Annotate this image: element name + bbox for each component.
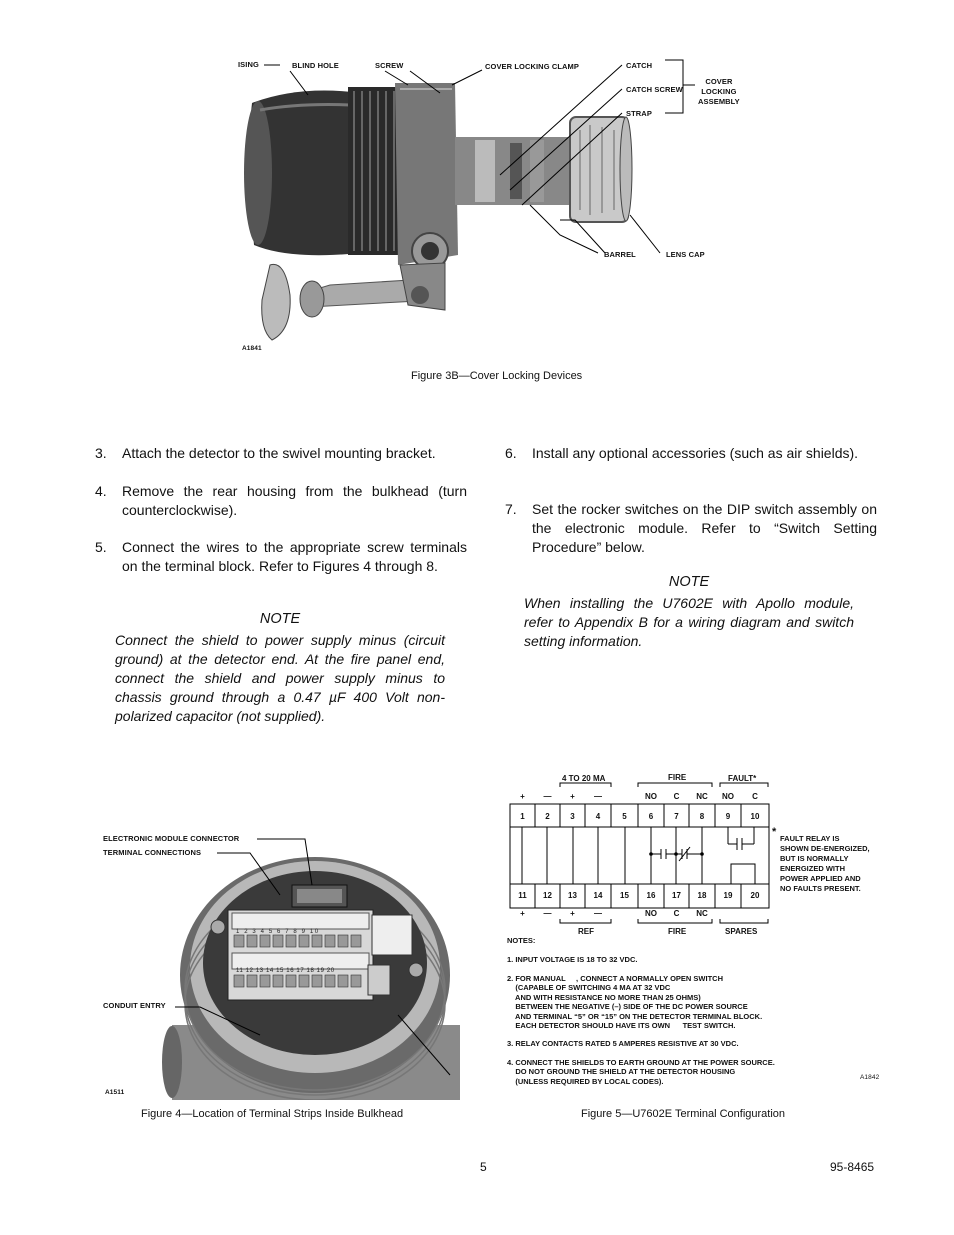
- bottom-sign-13: +: [570, 909, 575, 918]
- bottom-sign-12: —: [543, 909, 552, 918]
- figure-caption: Figure 3B—Cover Locking Devices: [411, 370, 583, 382]
- note-4: 4. CONNECT THE SHIELDS TO EARTH GROUND AT THE POWER SOURCE. DO NOT GROUND THE SHIELD AT THE DETECTOR HOUSING (UNLESS REQUIRED BY LOCAL CODES).: [507, 1058, 775, 1086]
- top-sign-1: +: [520, 792, 525, 801]
- step-number: 4.: [95, 483, 107, 499]
- label-lens-cap: LENS CAP: [666, 250, 705, 259]
- bottom-sign-11: +: [520, 909, 525, 918]
- step-text: Attach the detector to the swivel mounting bracket.: [122, 445, 436, 461]
- group-fire-top: FIRE: [668, 773, 687, 782]
- terminal-10: 10: [750, 812, 760, 821]
- figure-id: A1511: [105, 1089, 125, 1096]
- step-6: [505, 444, 877, 484]
- detector-photo: [230, 55, 760, 360]
- terminal-7: 7: [674, 812, 679, 821]
- terminal-12: 12: [543, 891, 552, 900]
- step-text: Set the rocker switches on the DIP switch assembly on the electronic module. Refer to “Switch Setting Procedure” below.: [532, 501, 877, 555]
- terminal-17: 17: [672, 891, 681, 900]
- label-catch: CATCH: [626, 61, 653, 70]
- step-7: [505, 500, 877, 560]
- terminal-5: 5: [622, 812, 627, 821]
- top-sign-6: NO: [645, 792, 657, 801]
- terminal-9: 9: [725, 812, 731, 821]
- note-3: 3. RELAY CONTACTS RATED 5 AMPERES RESISTIVE AT 30 VDC.: [507, 1039, 739, 1048]
- terminal-18: 18: [697, 891, 707, 900]
- label-terminal-connections: TERMINAL CONNECTIONS: [103, 848, 202, 857]
- label-electronic-module-connector: ELECTRONIC MODULE CONNECTOR: [103, 834, 240, 843]
- figure-id: A1842: [860, 1074, 880, 1081]
- terminal-8: 8: [699, 812, 705, 821]
- bottom-sign-14: —: [594, 909, 602, 918]
- top-sign-8: NC: [696, 792, 708, 801]
- terminal-20: 20: [750, 891, 760, 900]
- label-cover-locking-assembly: COVER LOCKING ASSEMBLY: [698, 77, 740, 106]
- terminal-2: 2: [545, 812, 550, 821]
- top-sign-7: C: [673, 792, 680, 801]
- top-sign-9: NO: [722, 792, 734, 801]
- photo-terminal-row-top: 1 2 3 4 5 6 7 8 9 10: [236, 929, 320, 935]
- top-sign-10: C: [752, 792, 758, 801]
- step-text: Install any optional accessories (such as air shields).: [532, 445, 859, 461]
- label-blind-hole: BLIND HOLE: [292, 61, 339, 70]
- step-number: 3.: [95, 445, 107, 461]
- group-fault: FAULT*: [728, 774, 757, 783]
- figure-caption: Figure 5—U7602E Terminal Configuration: [581, 1108, 786, 1120]
- bulkhead-photo: [100, 825, 460, 1100]
- top-sign-4: —: [594, 792, 602, 801]
- label-barrel: BARREL: [604, 250, 636, 259]
- label-catch-screw: CATCH SCREW: [626, 85, 683, 94]
- bottom-sign-16: NO: [645, 909, 657, 918]
- label-strap: STRAP: [626, 109, 652, 118]
- terminal-13: 13: [568, 891, 577, 900]
- notes-heading: NOTES:: [507, 936, 536, 945]
- label-conduit-entry: CONDUIT ENTRY: [103, 1001, 166, 1010]
- terminal-14: 14: [593, 891, 603, 900]
- step-number: 5.: [95, 539, 107, 555]
- step-number: 7.: [505, 501, 517, 517]
- bottom-sign-17: C: [673, 909, 680, 918]
- terminal-15: 15: [620, 891, 629, 900]
- page-number: 5: [480, 1160, 487, 1174]
- terminal-19: 19: [723, 891, 733, 900]
- figure-id: A1841: [242, 345, 262, 352]
- note-heading: NOTE: [259, 611, 301, 627]
- bottom-sign-18: NC: [696, 909, 708, 918]
- label-housing: ISING: [238, 60, 259, 69]
- note-2: 2. FOR MANUAL , CONNECT A NORMALLY OPEN SWITCH (CAPABLE OF SWITCHING 4 MA AT 32 VDC AND WITH RESISTANCE NO MORE THAN 25 OHMS) BETWEEN THE NEGATIVE (–) SIDE OF THE DC POWER SOURCE AND TERMINAL “5” OR “15” ON THE DETECTOR TERMINAL BLOCK. EACH DETECTOR SHOULD HAVE ITS OWN TEST SWITCH.: [507, 974, 763, 1031]
- step-text: Remove the rear housing from the bulkhead (turn counterclockwise).: [122, 483, 467, 518]
- step-text: Connect the wires to the appropriate screw terminals on the terminal block. Refer to Figures 4 through 8.: [122, 539, 467, 574]
- document-number: 95-8465: [830, 1160, 875, 1174]
- top-sign-2: —: [543, 792, 552, 801]
- step-4: [95, 482, 467, 522]
- label-cover-locking-clamp: COVER LOCKING CLAMP: [485, 62, 579, 71]
- terminal-4: 4: [595, 812, 601, 821]
- step-5: [95, 538, 467, 598]
- asterisk-mark: *: [772, 826, 777, 838]
- step-3: [95, 444, 467, 464]
- group-spares: SPARES: [725, 927, 758, 936]
- note-text: Connect the shield to power supply minus (circuit ground) at the detector end. At the fire panel end, connect the shield and power supply minus to chassis ground through a 0.47 µF 400 Volt non-polarized capacitor (not supplied).: [115, 632, 445, 724]
- group-ref: REF: [578, 927, 594, 936]
- terminal-11: 11: [518, 891, 527, 900]
- note-text: When installing the U7602E with Apollo module, refer to Appendix B for a wiring diagram and switch setting information.: [524, 595, 854, 649]
- label-screw: SCREW: [375, 61, 404, 70]
- group-4-20ma: 4 TO 20 MA: [562, 774, 606, 783]
- step-number: 6.: [505, 445, 517, 461]
- terminal-16: 16: [646, 891, 656, 900]
- terminal-1: 1: [520, 812, 525, 821]
- terminal-3: 3: [570, 812, 575, 821]
- note-1: 1. INPUT VOLTAGE IS 18 TO 32 VDC.: [507, 955, 638, 964]
- group-fire-bottom: FIRE: [668, 927, 687, 936]
- figure-caption: Figure 4—Location of Terminal Strips Inside Bulkhead: [141, 1108, 404, 1120]
- terminal-6: 6: [648, 812, 654, 821]
- photo-terminal-row-bottom: 11 12 13 14 15 16 17 18 19 20: [236, 968, 335, 974]
- fault-relay-note: FAULT RELAY IS SHOWN DE-ENERGIZED, BUT IS NORMALLY ENERGIZED WITH POWER APPLIED AND NO FAULTS PRESENT.: [780, 834, 870, 893]
- top-sign-3: +: [570, 792, 575, 801]
- note-heading: NOTE: [668, 574, 710, 590]
